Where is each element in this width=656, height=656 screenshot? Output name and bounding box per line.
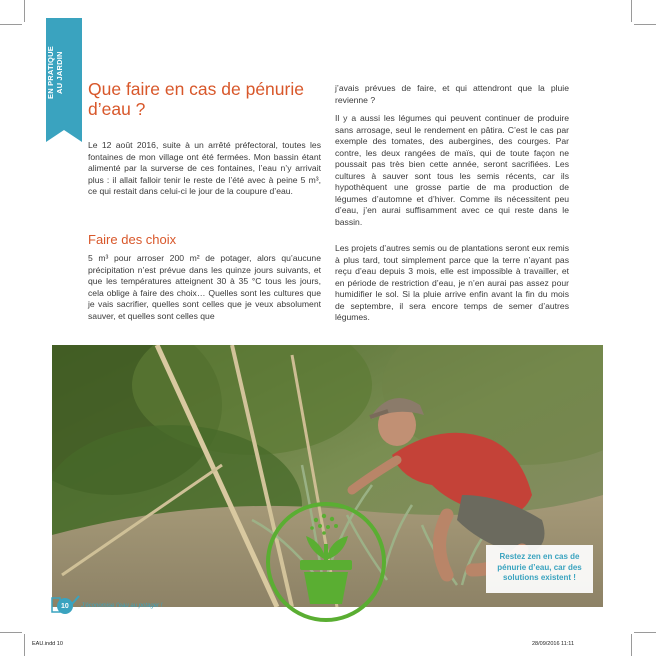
intro-paragraph: Le 12 août 2016, suite à un arrêté préfectoral, toutes les fontaines de mon village ont été fermées. Mon bassin étant alimenté par la surverse de ces fontaines, l’eau n’y arrivait plus : il allait falloir tenir le reste de l’été avec à peine 5 m³, ce qui restait dans celui-ci le jour de la coupure d’eau. <box>88 140 321 196</box>
page-number: 10 <box>61 603 69 610</box>
right-paragraph-3: Les projets d’autres semis ou de plantations seront eux remis à plus tard, tout simplement parce que la terre n’ayant pas reçu d’eau depuis 3 mois, elle est impossible à travailler, et en période de restriction d’eau, je n’en aurai pas assez pour humidifier le sol. Si la pluie arrive enfin avant la fin du mois de septembre, il sera encore temps de semer d’autres légumes. <box>335 243 569 322</box>
slug-filename: EAU.indd 10 <box>32 641 63 647</box>
footer-caption: J’économise l’eau au potager ! <box>81 603 163 609</box>
choice-paragraph: 5 m³ pour arroser 200 m² de potager, alors qu’aucune précipitation n’est prévue dans les quinze jours suivants, et que les températures atteignent 30 à 35 °C tous les jours, cela oblige à faire des choix… Quelles sont les cultures que je vais sacrifier, quelles sont celles que je veux absolument sauver, et quelles sont celles que <box>88 253 321 321</box>
article-title: Que faire en cas de pénurie d’eau ? <box>88 79 304 119</box>
subheading: Faire des choix <box>88 232 177 247</box>
crop-mark <box>634 632 656 633</box>
crop-mark <box>634 24 656 25</box>
right-paragraph-2: Il y a aussi les légumes qui peuvent continuer de produire sans arrosage, seul le rendement en pâtira. C’est le cas par exemple des tomates, des aubergines, des courges. Par contre, les deux rangées de maïs, qui de toute façon ne poussait pas très bien cette année, seront sacrifiées. Les cultures à sauver sont tous les semis récents, car ils hypothèquent une grosse partie de ma production de légumes d’automne et d’hiver. Comme ils nécessitent peu d’eau, j’en aurai suffisamment avec ce qui reste dans le bassin. <box>335 113 569 227</box>
callout-box: Restez zen en cas de pénurie d’eau, car des solutions existent ! <box>486 545 593 593</box>
right-paragraph-1: j’avais prévues de faire, et qui attendront que la pluie revienne ? <box>335 83 569 105</box>
crop-mark <box>631 634 632 656</box>
crop-mark <box>0 24 22 25</box>
section-tab-line1: EN PRATIQUE <box>46 46 55 100</box>
crop-mark <box>24 634 25 656</box>
slug-date: 28/09/2016 11:11 <box>532 641 575 647</box>
section-tab-label <box>46 20 82 126</box>
pot-plant-icon <box>264 500 388 624</box>
crop-mark <box>0 632 22 633</box>
crop-mark <box>24 0 25 22</box>
section-tab-line2: AU JARDIN <box>55 51 64 95</box>
crop-mark <box>631 0 632 22</box>
